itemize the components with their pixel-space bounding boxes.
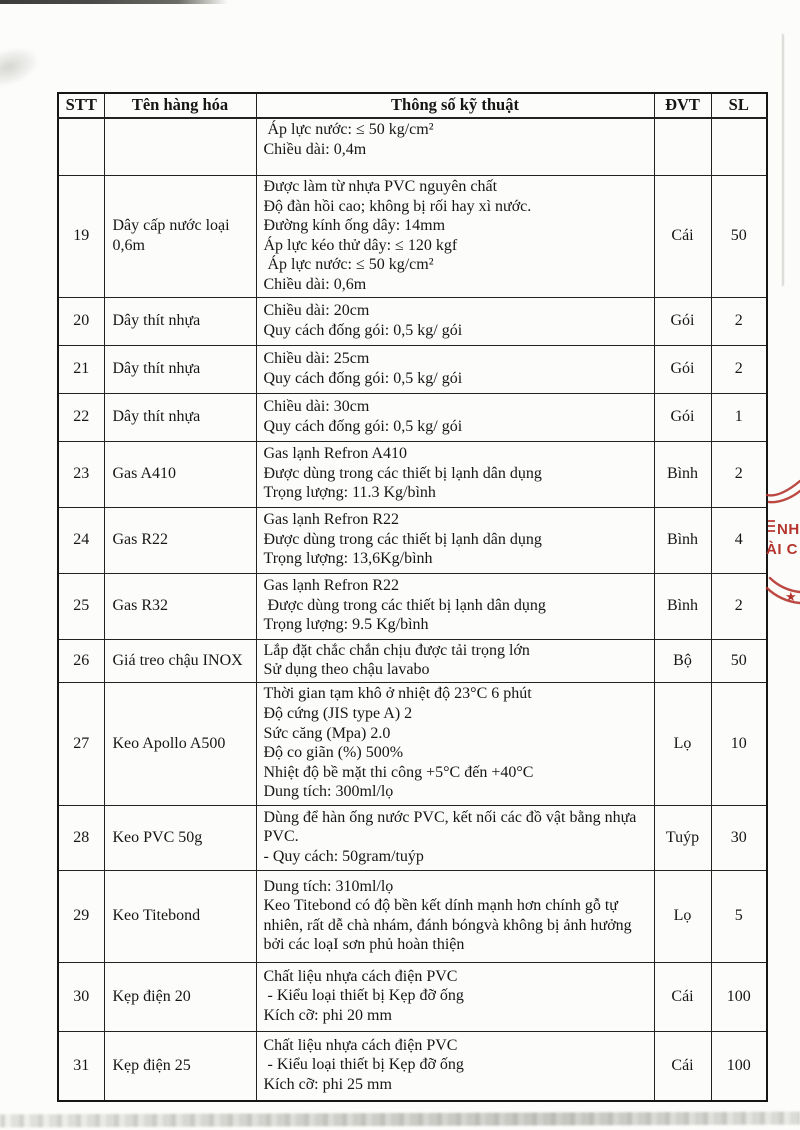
qty-cell bbox=[711, 118, 767, 176]
qty-cell: 30 bbox=[711, 805, 767, 870]
unit-cell: Gói bbox=[654, 297, 711, 345]
qty-cell: 2 bbox=[711, 573, 767, 639]
specs-cell bbox=[256, 118, 654, 176]
qty-cell: 50 bbox=[711, 176, 767, 298]
unit-cell: Gói bbox=[654, 345, 711, 393]
name-cell: Gas R22 bbox=[104, 507, 256, 573]
stt-cell: 21 bbox=[58, 345, 104, 393]
spec-line: Sử dụng theo chậu lavabo bbox=[263, 661, 430, 679]
spec-line: Lắp đặt chắc chắn chịu được tải trọng lớn bbox=[263, 641, 530, 659]
stt-cell: 19 bbox=[58, 176, 104, 298]
stt-cell: 28 bbox=[58, 805, 104, 870]
specs-cell bbox=[256, 870, 654, 962]
stt-cell: 25 bbox=[58, 573, 104, 639]
table-row bbox=[58, 176, 767, 298]
header-specs: Thông số kỹ thuật bbox=[256, 93, 654, 118]
spec-line: Áp lực kéo thử dây: ≤ 120 kgf bbox=[263, 236, 458, 254]
table-row bbox=[58, 1031, 767, 1101]
unit-cell: Cái bbox=[654, 176, 711, 298]
spec-line: Chất liệu nhựa cách điện PVC bbox=[263, 967, 458, 985]
stt-cell: 23 bbox=[58, 441, 104, 507]
spec-line: Được dùng trong các thiết bị lạnh dân dụng bbox=[263, 464, 542, 482]
qty-cell: 100 bbox=[711, 962, 767, 1031]
header-stt: STT bbox=[58, 93, 104, 118]
unit-cell: Tuýp bbox=[654, 805, 711, 870]
table-row bbox=[58, 441, 767, 507]
name-cell: Gas A410 bbox=[104, 441, 256, 507]
header-qty: SL bbox=[711, 93, 767, 118]
scan-artifact-right-line bbox=[782, 34, 784, 286]
red-stamp bbox=[764, 476, 800, 616]
stt-cell: 27 bbox=[58, 682, 104, 805]
table-row bbox=[58, 870, 767, 962]
stt-cell: 26 bbox=[58, 639, 104, 682]
spec-line: Kích cỡ: phi 20 mm bbox=[263, 1007, 392, 1025]
stt-cell: 30 bbox=[58, 962, 104, 1031]
table-row bbox=[58, 507, 767, 573]
spec-line: Chiều dài: 0,4m bbox=[263, 140, 367, 158]
spec-line: Chiều dài: 20cm bbox=[263, 301, 370, 319]
name-cell: Keo Titebond bbox=[104, 870, 256, 962]
unit-cell: Gói bbox=[654, 393, 711, 441]
spec-line: Nhiệt độ bề mặt thi công +5°C đến +40°C bbox=[263, 763, 534, 781]
header-row bbox=[58, 93, 767, 118]
stt-cell: 20 bbox=[58, 297, 104, 345]
spec-line: Trọng lượng: 13,6Kg/bình bbox=[263, 550, 433, 568]
specs-cell bbox=[256, 639, 654, 682]
stt-cell: 24 bbox=[58, 507, 104, 573]
name-cell: Dây thít nhựa bbox=[104, 345, 256, 393]
specs-cell bbox=[256, 682, 654, 805]
stt-cell: 29 bbox=[58, 870, 104, 962]
spec-line: Trọng lượng: 9.5 Kg/bình bbox=[263, 616, 429, 634]
table-header bbox=[58, 93, 767, 118]
unit-cell: Lọ bbox=[654, 870, 711, 962]
table-body bbox=[58, 118, 767, 1101]
unit-cell: Cái bbox=[654, 1031, 711, 1101]
spec-line: Được làm từ nhựa PVC nguyên chất bbox=[263, 178, 498, 195]
spec-line: Đường kính ống dây: 14mm bbox=[263, 217, 446, 235]
table-row bbox=[58, 393, 767, 441]
name-cell: Keo PVC 50g bbox=[104, 805, 256, 870]
stamp-partial-glyph bbox=[768, 521, 775, 531]
table-row bbox=[58, 297, 767, 345]
unit-cell: Lọ bbox=[654, 682, 711, 805]
specs-cell bbox=[256, 441, 654, 507]
spec-line: Quy cách đống gói: 0,5 kg/ gói bbox=[263, 321, 463, 339]
specs-cell bbox=[256, 507, 654, 573]
stamp-text-line1: NH bbox=[777, 521, 800, 538]
spec-line: - Kiểu loại thiết bị Kẹp đỡ ống bbox=[263, 987, 464, 1005]
spec-line: Dung tích: 310ml/lọ bbox=[263, 877, 394, 895]
qty-cell: 2 bbox=[711, 345, 767, 393]
specs-cell bbox=[256, 1031, 654, 1101]
unit-cell: Bình bbox=[654, 441, 711, 507]
specs-cell bbox=[256, 805, 654, 870]
header-name: Tên hàng hóa bbox=[104, 93, 256, 118]
name-cell: Giá treo chậu INOX bbox=[104, 639, 256, 682]
items-table bbox=[57, 92, 768, 1102]
spec-line: Gas lạnh Refron R22 bbox=[263, 511, 400, 529]
spec-line: Áp lực nước: ≤ 50 kg/cm² bbox=[263, 121, 434, 138]
specs-cell bbox=[256, 297, 654, 345]
stt-cell: 31 bbox=[58, 1031, 104, 1101]
header-unit: ĐVT bbox=[654, 93, 711, 118]
scan-artifact-smudge bbox=[0, 42, 42, 89]
table-row bbox=[58, 118, 767, 176]
name-cell: Dây cấp nước loại 0,6m bbox=[104, 176, 256, 298]
spec-line: Được dùng trong các thiết bị lạnh dân dụng bbox=[263, 596, 546, 614]
spec-line: Kích cỡ: phi 25 mm bbox=[263, 1076, 392, 1094]
scan-artifact-top-line bbox=[0, 0, 228, 4]
name-cell bbox=[104, 118, 256, 176]
spec-line: Chất liệu nhựa cách điện PVC bbox=[263, 1036, 458, 1054]
stamp-text-line2: ÀI C bbox=[766, 541, 798, 558]
spec-line: Gas lạnh Refron R22 bbox=[263, 577, 400, 595]
specs-cell bbox=[256, 345, 654, 393]
qty-cell: 10 bbox=[711, 682, 767, 805]
name-cell: Gas R32 bbox=[104, 573, 256, 639]
spec-line: - Quy cách: 50gram/tuýp bbox=[263, 848, 424, 866]
scan-artifact-bottom-band bbox=[0, 1112, 800, 1128]
spec-line: - Kiểu loại thiết bị Kẹp đỡ ống bbox=[263, 1056, 464, 1074]
qty-cell: 5 bbox=[711, 870, 767, 962]
specs-cell bbox=[256, 393, 654, 441]
table-row bbox=[58, 345, 767, 393]
spec-line: Được dùng trong các thiết bị lạnh dân dụng bbox=[263, 530, 542, 548]
table-row bbox=[58, 639, 767, 682]
name-cell: Keo Apollo A500 bbox=[104, 682, 256, 805]
table-row bbox=[58, 962, 767, 1031]
spec-line: Thời gian tạm khô ở nhiệt độ 23°C 6 phút bbox=[263, 685, 532, 703]
table-row bbox=[58, 682, 767, 805]
qty-cell: 1 bbox=[711, 393, 767, 441]
name-cell: Kẹp điện 25 bbox=[104, 1031, 256, 1101]
spec-line: Chiều dài: 30cm bbox=[263, 397, 370, 415]
unit-cell: Bình bbox=[654, 507, 711, 573]
stt-cell: 22 bbox=[58, 393, 104, 441]
spec-line: Quy cách đống gói: 0,5 kg/ gói bbox=[263, 369, 463, 387]
unit-cell: Bộ bbox=[654, 639, 711, 682]
qty-cell: 100 bbox=[711, 1031, 767, 1101]
qty-cell: 50 bbox=[711, 639, 767, 682]
table-row bbox=[58, 573, 767, 639]
spec-line: Độ cứng (JIS type A) 2 bbox=[263, 705, 413, 723]
qty-cell: 2 bbox=[711, 297, 767, 345]
spec-line: Áp lực nước: ≤ 50 kg/cm² bbox=[263, 256, 434, 274]
spec-line: Sức căng (Mpa) 2.0 bbox=[263, 724, 391, 742]
spec-line: Dung tích: 300ml/lọ bbox=[263, 783, 394, 801]
specs-cell bbox=[256, 176, 654, 298]
stamp-star-icon: ★ bbox=[785, 589, 797, 604]
spec-line: Keo Titebond có độ bền kết dính mạnh hơn chính gỗ tự nhiên, rất dễ chà nhám, đánh bóngvà không bị ảnh hưởng bởi các loạI sơn phủ hoàn thiện bbox=[263, 897, 636, 954]
name-cell: Dây thít nhựa bbox=[104, 297, 256, 345]
spec-line: Quy cách đống gói: 0,5 kg/ gói bbox=[263, 417, 463, 435]
unit-cell bbox=[654, 118, 711, 176]
spec-line: Chiều dài: 25cm bbox=[263, 349, 370, 367]
name-cell: Dây thít nhựa bbox=[104, 393, 256, 441]
unit-cell: Cái bbox=[654, 962, 711, 1031]
table-row bbox=[58, 805, 767, 870]
unit-cell: Bình bbox=[654, 573, 711, 639]
spec-line: Chiều dài: 0,6m bbox=[263, 275, 367, 293]
stamp-top-arcs bbox=[767, 481, 800, 502]
spec-line: Gas lạnh Refron A410 bbox=[263, 445, 408, 463]
spec-line: Độ co giãn (%) 500% bbox=[263, 744, 404, 762]
stt-cell bbox=[58, 118, 104, 176]
spec-line: Dùng để hàn ống nước PVC, kết nối các đồ vật bằng nhựa PVC. bbox=[263, 808, 641, 846]
name-cell: Kẹp điện 20 bbox=[104, 962, 256, 1031]
spec-line: Trọng lượng: 11.3 Kg/bình bbox=[263, 484, 436, 502]
qty-cell: 4 bbox=[711, 507, 767, 573]
specs-cell bbox=[256, 573, 654, 639]
spec-line: Độ đàn hồi cao; không bị rối hay xì nước. bbox=[263, 197, 532, 215]
qty-cell: 2 bbox=[711, 441, 767, 507]
specs-cell bbox=[256, 962, 654, 1031]
